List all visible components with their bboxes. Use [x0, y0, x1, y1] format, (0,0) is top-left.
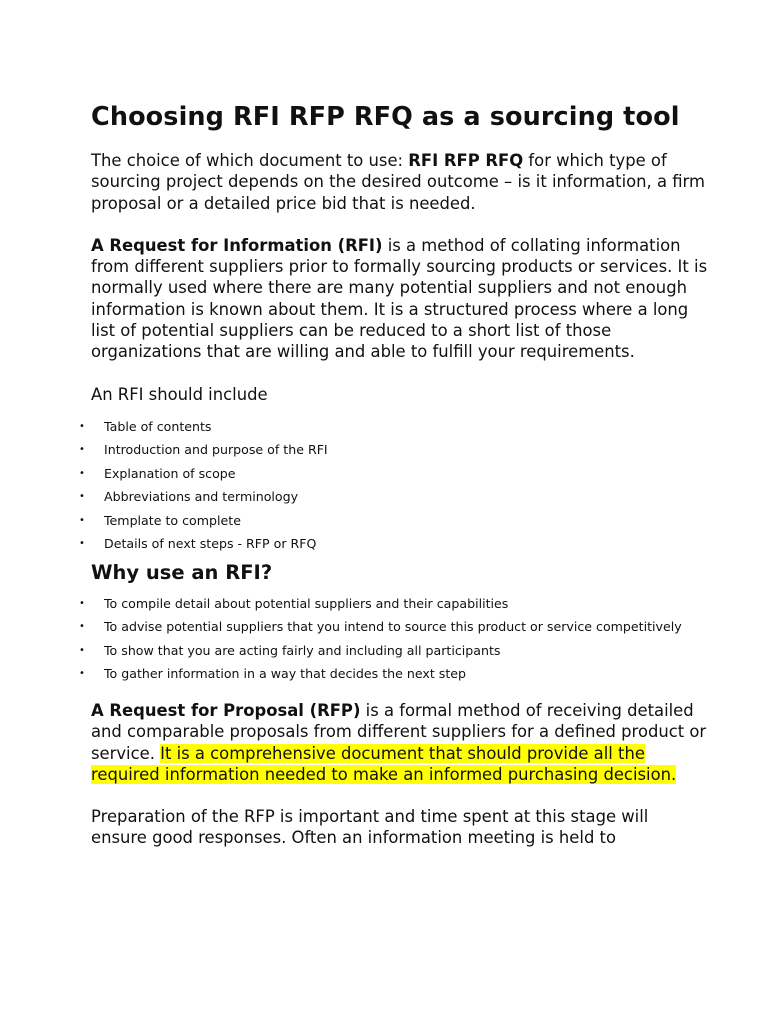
list-item-text: To gather information in a way that decides the next step	[104, 666, 467, 682]
list-item	[79, 442, 708, 458]
bullet-icon: •	[79, 668, 85, 680]
list-item-text: Introduction and purpose of the RFI	[104, 442, 328, 458]
rfp-preparation-paragraph: Preparation of the RFP is important and time spent at this stage will ensure good responses. Often an information meeting is held to	[91, 807, 649, 848]
rfi-include-heading: An RFI should include	[91, 384, 268, 404]
list-item-text: Abbreviations and terminology	[104, 489, 299, 505]
page-title: Choosing RFI RFP RFQ as a sourcing tool	[91, 102, 680, 132]
rfi-definition-text: is a method of collating information from different suppliers prior to formally sourcing products or services. It is normally used where there are many potential suppliers and not enough information is known about them. It is a structured process where a long list of potential suppliers can be reduced to a short list of those organizations that are willing and able to fulfill your requirements.	[91, 235, 708, 362]
bullet-icon: •	[79, 467, 85, 479]
rfi-include-list	[79, 419, 708, 552]
rfi-paragraph	[91, 235, 708, 363]
rfp-definition-text: is a formal method of receiving detailed and comparable proposals from different suppliers for a defined product or service.	[91, 700, 707, 763]
list-item	[79, 596, 708, 612]
rfp-definition-term: A Request for Proposal (RFP)	[91, 700, 361, 720]
bullet-icon: •	[79, 597, 85, 609]
rfp-paragraph	[91, 700, 708, 785]
rfi-definition-term: A Request for Information (RFI)	[91, 235, 383, 255]
list-item-text: To compile detail about potential suppliers and their capabilities	[104, 595, 509, 611]
intro-bold-terms: RFI RFP RFQ	[408, 151, 524, 170]
list-item	[79, 643, 708, 659]
list-item	[79, 489, 708, 505]
list-item	[79, 619, 708, 635]
bullet-icon: •	[79, 644, 85, 656]
highlighted-text: It is a comprehensive document that should provide all the required information needed to make an informed purchasing decision.	[91, 743, 677, 784]
list-item-text: Template to complete	[104, 512, 241, 528]
list-item-text: Table of contents	[104, 418, 212, 434]
list-item	[79, 466, 708, 482]
bullet-icon: •	[79, 538, 85, 550]
list-item	[79, 536, 708, 552]
list-item-text: Details of next steps - RFP or RFQ	[104, 536, 317, 552]
bullet-icon: •	[79, 514, 85, 526]
bullet-icon: •	[79, 491, 85, 503]
list-item-text: To advise potential suppliers that you intend to source this product or service competitively	[104, 619, 682, 635]
list-item-text: To show that you are acting fairly and including all participants	[104, 642, 501, 658]
intro-text-end: for which type of sourcing project depends on the desired outcome – is it information, a firm proposal or a detailed price bid that is needed.	[91, 151, 705, 213]
intro-text-start: The choice of which document to use:	[91, 151, 409, 170]
intro-paragraph	[91, 150, 708, 214]
bullet-icon: •	[79, 420, 85, 432]
why-rfi-list	[79, 596, 708, 682]
bullet-icon: •	[79, 621, 85, 633]
list-item	[79, 513, 708, 529]
section-heading-why-rfi: Why use an RFI?	[91, 560, 273, 584]
list-item	[79, 419, 708, 435]
bullet-icon: •	[79, 444, 85, 456]
list-item-text: Explanation of scope	[104, 465, 236, 481]
list-item	[79, 666, 708, 682]
